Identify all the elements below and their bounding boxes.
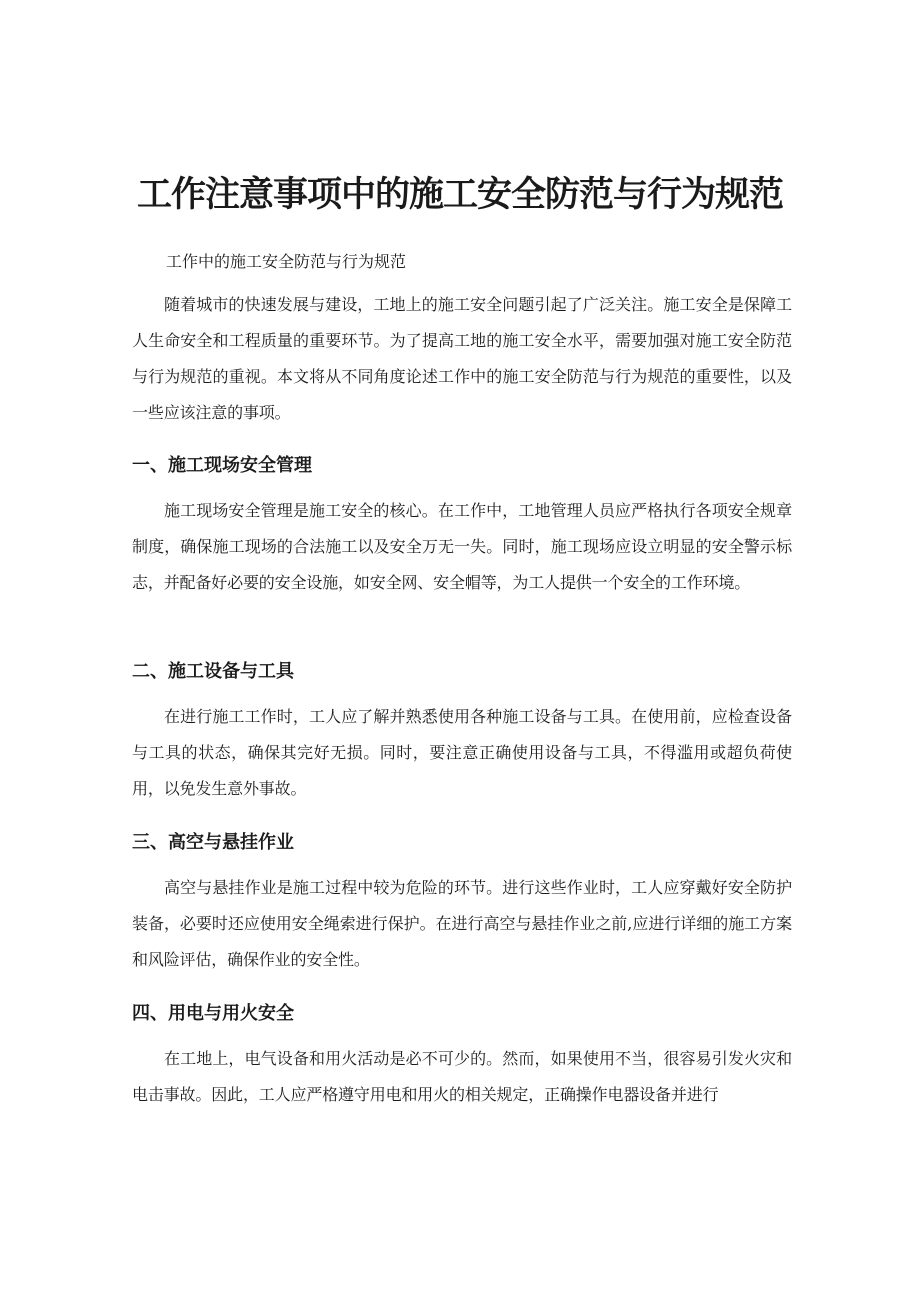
section-heading-site-safety: 一、施工现场安全管理 bbox=[132, 455, 312, 476]
intro-paragraph: 随着城市的快速发展与建设，工地上的施工安全问题引起了广泛关注。施工安全是保障工人生命安全和工程质量的重要环节。为了提高工地的施工安全水平，需要加强对施工安全防范与行为规范的重视。本文将从不同角度论述工作中的施工安全防范与行为规范的重要性，以及一些应该注意的事项。 bbox=[132, 295, 792, 422]
section-body-electric-fire: 在工地上，电气设备和用火活动是必不可少的。然而，如果使用不当，很容易引发火灾和电击事故。因此，工人应严格遵守用电和用火的相关规定，正确操作电器设备并进行 bbox=[132, 1049, 792, 1104]
section-body-height-work: 高空与悬挂作业是施工过程中较为危险的环节。进行这些作业时，工人应穿戴好安全防护装备，必要时还应使用安全绳索进行保护。在进行高空与悬挂作业之前,应进行详细的施工方案和风险评估，确保作业的安全性。 bbox=[132, 878, 792, 969]
document-title: 工作注意事项中的施工安全防范与行为规范 bbox=[136, 175, 783, 215]
section-heading-electric-fire: 四、用电与用火安全 bbox=[132, 1003, 294, 1024]
document-subtitle: 工作中的施工安全防范与行为规范 bbox=[166, 252, 407, 271]
section-heading-equipment: 二、施工设备与工具 bbox=[132, 661, 294, 682]
section-body-equipment: 在进行施工工作时，工人应了解并熟悉使用各种施工设备与工具。在使用前，应检查设备与工具的状态，确保其完好无损。同时，要注意正确使用设备与工具，不得滥用或超负荷使用，以免发生意外事故。 bbox=[132, 707, 792, 798]
section-body-site-safety: 施工现场安全管理是施工安全的核心。在工作中，工地管理人员应严格执行各项安全规章制度，确保施工现场的合法施工以及安全万无一失。同时，施工现场应设立明显的安全警示标志，并配备好必要的安全设施，如安全网、安全帽等，为工人提供一个安全的工作环境。 bbox=[132, 501, 792, 592]
section-heading-height-work: 三、高空与悬挂作业 bbox=[132, 832, 294, 853]
